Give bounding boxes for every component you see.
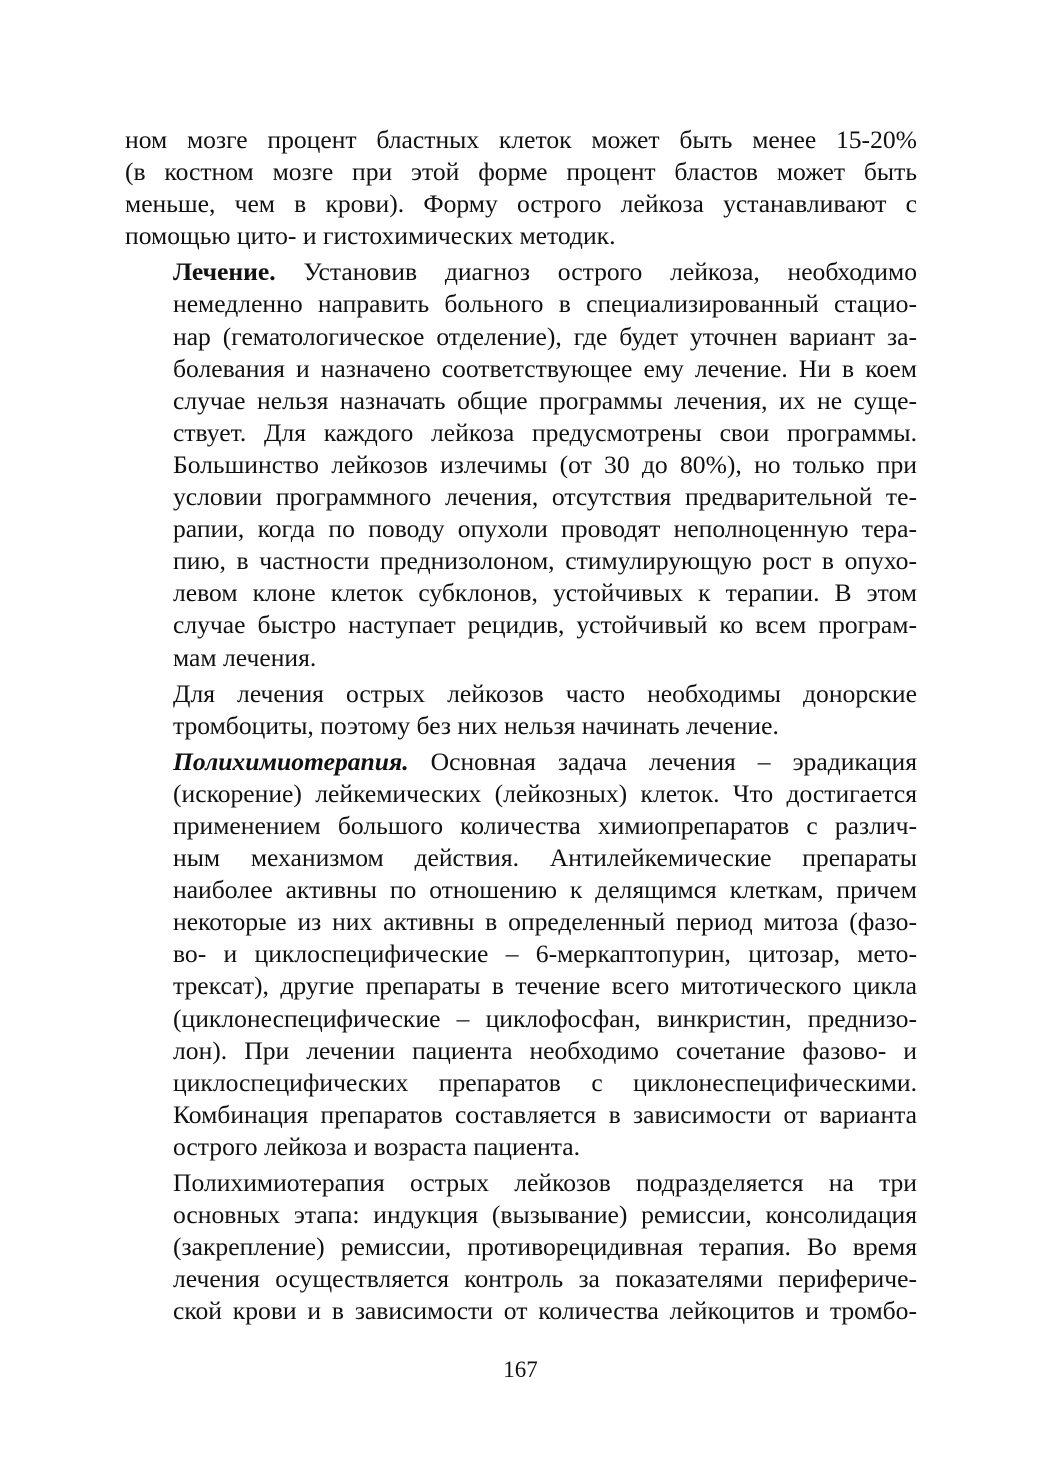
line-text: (закрепление) ремиссии, противорецидивная терапия. Во время xyxy=(173,1232,917,1262)
text-line xyxy=(125,642,917,674)
paragraph xyxy=(125,256,917,673)
line-text: Основная задача лечения – эрадикация xyxy=(408,746,917,776)
line-text: циклоспецифических препаратов с циклонеспецифическими. xyxy=(173,1067,917,1097)
text-line xyxy=(125,1067,917,1099)
text-line xyxy=(125,1199,917,1231)
text-line xyxy=(125,1263,917,1295)
text-line xyxy=(125,188,917,220)
text-line xyxy=(125,1131,917,1163)
text-line xyxy=(125,810,917,842)
line-text: меньше, чем в крови). Форму острого лейкоза устанавливают с xyxy=(125,189,917,219)
line-text: болевания и назначено соответствующее ему лечение. Ни в коем xyxy=(173,353,917,383)
text-line xyxy=(125,842,917,874)
text-line xyxy=(125,545,917,577)
text-line xyxy=(125,1231,917,1263)
text-line xyxy=(125,288,917,320)
paragraph-lead-term: Полихимиотерапия. xyxy=(173,746,409,776)
line-text: Большинство лейкозов излечимы (от 30 до 80%), но только при xyxy=(173,449,917,479)
text-line xyxy=(125,938,917,970)
text-line xyxy=(125,156,917,188)
paragraph xyxy=(125,124,917,252)
text-line xyxy=(125,678,917,710)
line-text: пию, в частности преднизолоном, стимулирующую рост в опухо- xyxy=(173,546,917,576)
text-line xyxy=(125,906,917,938)
line-text: основных этапа: индукция (вызывание) ремиссии, консолидация xyxy=(173,1200,917,1230)
line-text: случае нельзя назначать общие программы лечения, их не суще- xyxy=(173,385,917,415)
text-line xyxy=(125,385,917,417)
line-text: лечения осуществляется контроль за показателями перифериче- xyxy=(173,1264,917,1294)
text-line xyxy=(125,1003,917,1035)
text-line xyxy=(125,449,917,481)
paragraph-lead-term: Лечение. xyxy=(173,257,276,287)
line-text: немедленно направить больного в специализированный стацио- xyxy=(173,289,917,319)
line-text: ствует. Для каждого лейкоза предусмотрены свои программы. xyxy=(173,417,917,447)
line-text: (искорение) лейкемических (лейкозных) клеток. Что достигается xyxy=(173,778,917,808)
line-text: мам лечения. xyxy=(173,642,317,672)
text-line xyxy=(125,220,917,252)
line-text: помощью цито- и гистохимических методик. xyxy=(125,221,616,251)
text-line xyxy=(125,124,917,156)
page-body xyxy=(125,124,917,1331)
text-line xyxy=(125,1035,917,1067)
line-text: Комбинация препаратов составляется в зависимости от варианта xyxy=(173,1099,917,1129)
text-line xyxy=(125,321,917,353)
line-text: Для лечения острых лейкозов часто необходимы донорские xyxy=(173,678,917,708)
line-text: тромбоциты, поэтому без них нельзя начинать лечение. xyxy=(173,710,779,740)
line-text: острого лейкоза и возраста пациента. xyxy=(173,1131,581,1161)
text-line xyxy=(125,1295,917,1327)
text-line xyxy=(125,778,917,810)
line-text: нар (гематологическое отделение), где будет уточнен вариант за- xyxy=(173,321,917,351)
text-line xyxy=(125,874,917,906)
paragraph xyxy=(125,1167,917,1327)
text-line xyxy=(125,1167,917,1199)
text-line xyxy=(125,1099,917,1131)
line-text: рапии, когда по поводу опухоли проводят неполноценную тера- xyxy=(173,514,917,544)
text-line xyxy=(125,746,917,778)
text-line xyxy=(125,481,917,513)
text-line xyxy=(125,609,917,641)
line-text: Полихимиотерапия острых лейкозов подразделяется на три xyxy=(173,1168,917,1197)
text-line xyxy=(125,710,917,742)
text-line xyxy=(125,417,917,449)
line-text: применением большого количества химиопрепаратов с различ- xyxy=(173,810,917,840)
line-text: наиболее активны по отношению к делящимся клеткам, причем xyxy=(173,875,917,905)
line-text: во- и циклоспецифические – 6-меркаптопурин, цитозар, мето- xyxy=(173,939,917,969)
text-line xyxy=(125,513,917,545)
line-text: лон). При лечении пациента необходимо сочетание фазово- и xyxy=(173,1035,917,1065)
line-text: (в костном мозге при этой форме процент бластов может быть xyxy=(125,157,917,187)
page-number: 167 xyxy=(503,1357,538,1382)
line-text: Установив диагноз острого лейкоза, необходимо xyxy=(275,257,917,287)
text-line xyxy=(125,256,917,288)
text-line xyxy=(125,353,917,385)
line-text: некоторые из них активны в определенный период митоза (фазо- xyxy=(173,907,917,937)
text-line xyxy=(125,577,917,609)
line-text: (циклонеспецифические – циклофосфан, винкристин, преднизо- xyxy=(173,1003,917,1033)
text-line xyxy=(125,970,917,1002)
line-text: трексат), другие препараты в течение всего митотического цикла xyxy=(173,971,917,1001)
line-text: левом клоне клеток субклонов, устойчивых к терапии. В этом xyxy=(173,578,917,608)
paragraph xyxy=(125,746,917,1163)
line-text: ным механизмом действия. Антилейкемические препараты xyxy=(173,843,917,873)
line-text: условии программного лечения, отсутствия предварительной те- xyxy=(173,482,917,512)
line-text: ской крови и в зависимости от количества лейкоцитов и тромбо- xyxy=(173,1296,917,1326)
paragraph xyxy=(125,678,917,742)
line-text: случае быстро наступает рецидив, устойчивый ко всем програм- xyxy=(173,610,917,640)
line-text: ном мозге процент бластных клеток может быть менее 15-20% xyxy=(125,125,917,154)
